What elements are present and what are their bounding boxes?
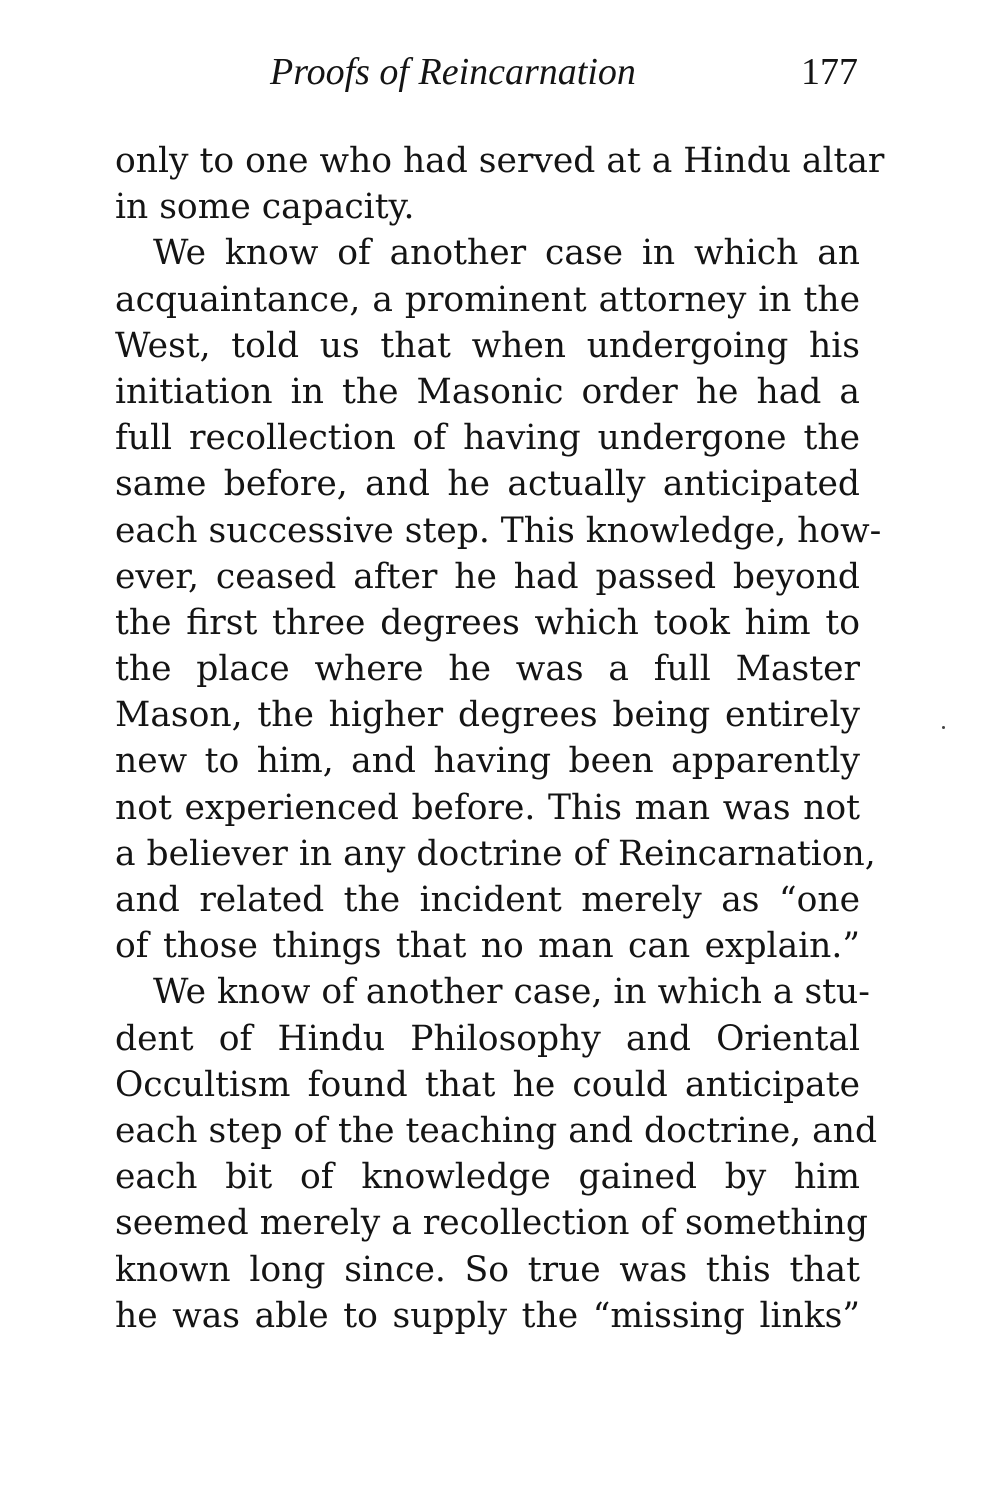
text-line: ever, ceased after he had passed beyond: [115, 556, 860, 597]
text-line: each successive step. This knowledge, how-: [115, 510, 882, 551]
text-line: the first three degrees which took him to: [115, 602, 860, 643]
paragraph: [115, 230, 882, 969]
running-head-title: Proofs of Reincarnation: [270, 51, 636, 93]
paragraph: [115, 138, 885, 230]
paragraph: [115, 969, 878, 1339]
text-line: Occultism found that he could anticipate: [115, 1064, 860, 1105]
text-line: Mason, the higher degrees being entirely: [115, 695, 860, 736]
text-line: We know of another case in which an: [153, 233, 860, 274]
text-line: only to one who had served at a Hindu altar: [115, 141, 885, 181]
text-line: acquaintance, a prominent attorney in the: [115, 279, 860, 320]
text-line: he was able to supply the “missing links”: [115, 1295, 860, 1336]
text-line: not experienced before. This man was not: [115, 787, 860, 828]
text-line: full recollection of having undergone the: [115, 418, 860, 459]
print-speck: [942, 726, 945, 729]
text-line: in some capacity.: [115, 187, 415, 228]
text-line: same before, and he actually anticipated: [115, 464, 860, 505]
text-line: each bit of knowledge gained by him: [115, 1157, 860, 1198]
text-line: of those things that no man can explain.”: [115, 926, 860, 967]
text-line: the place where he was a full Master: [115, 649, 860, 690]
body-text: [115, 138, 885, 1339]
text-line: initiation in the Masonic order he had a: [115, 371, 860, 412]
text-line: seemed merely a recollection of something: [115, 1203, 868, 1244]
text-line: known long since. So true was this that: [115, 1249, 860, 1290]
text-line: dent of Hindu Philosophy and Oriental: [115, 1018, 860, 1059]
text-line: and related the incident merely as “one: [115, 880, 860, 920]
text-line: each step of the teaching and doctrine, and: [115, 1110, 878, 1151]
text-line: West, told us that when undergoing his: [115, 325, 860, 366]
text-line: new to him, and having been apparently: [115, 741, 860, 782]
running-head: [115, 48, 858, 104]
text-line: We know of another case, in which a stu-: [153, 972, 870, 1013]
page-number: 177: [801, 51, 858, 93]
text-line: a believer in any doctrine of Reincarnation,: [115, 833, 876, 874]
